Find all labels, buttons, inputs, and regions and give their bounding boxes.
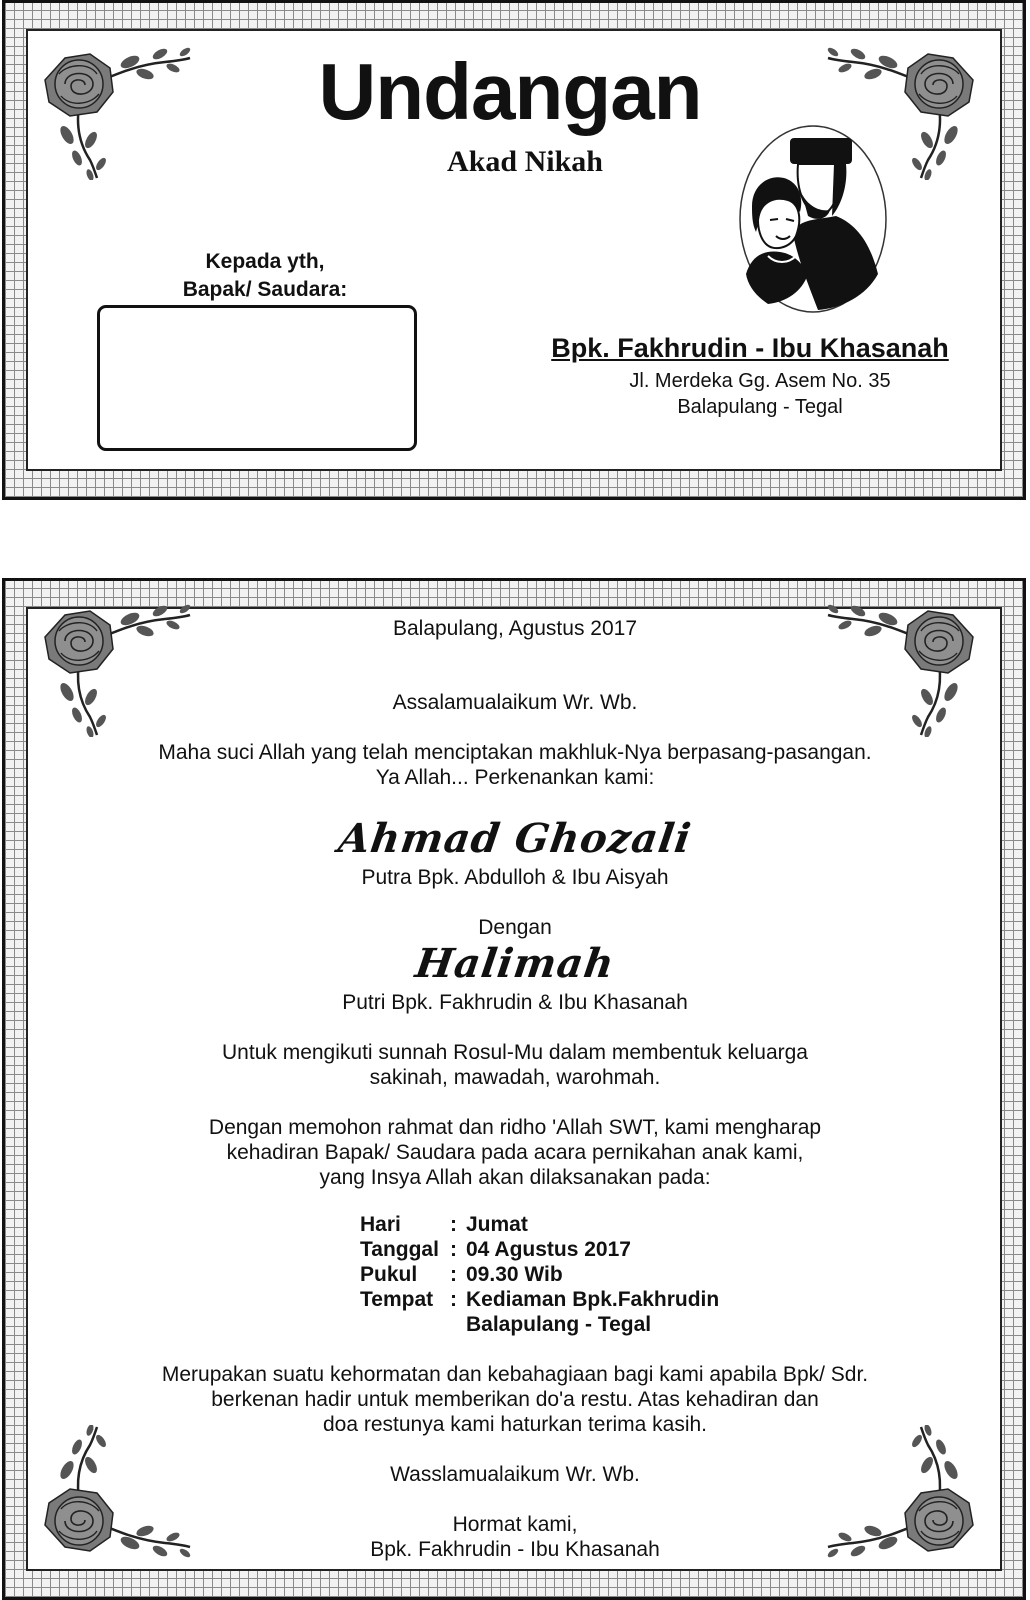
- detail-row-day: [360, 1212, 719, 1237]
- purpose-line1: Untuk mengikuti sunnah Rosul-Mu dalam membentuk keluarga: [222, 1041, 808, 1064]
- groom-parents: Putra Bpk. Abdulloh & Ibu Aisyah: [361, 866, 669, 889]
- place-date: Balapulang, Agustus 2017: [392, 617, 638, 640]
- farewell: Wasslamualaikum Wr. Wb.: [390, 1463, 640, 1486]
- request-line2: kehadiran Bapak/ Saudara pada acara pernikahan anak kami,: [226, 1141, 804, 1164]
- intro-line1: Maha suci Allah yang telah menciptakan makhluk-Nya berpasang-pasangan.: [158, 741, 872, 764]
- closing-line1: Merupakan suatu kehormatan dan kebahagiaan bagi kami apabila Bpk/ Sdr.: [161, 1363, 869, 1386]
- regards: Hormat kami,: [452, 1513, 578, 1536]
- detail-value: Balapulang - Tegal: [466, 1313, 652, 1336]
- detail-label: Pukul: [360, 1263, 418, 1286]
- detail-value: 04 Agustus 2017: [466, 1238, 631, 1261]
- floral-corner-top-left-icon: [35, 40, 195, 180]
- detail-row-date: [360, 1237, 719, 1262]
- detail-separator: :: [450, 1238, 457, 1261]
- detail-value: 09.30 Wib: [466, 1263, 563, 1286]
- detail-value: Jumat: [466, 1213, 528, 1236]
- connector-with: Dengan: [478, 916, 552, 939]
- bride-name: Halimah: [412, 940, 618, 987]
- purpose-line2: sakinah, mawadah, warohmah.: [369, 1066, 661, 1089]
- sender-address: [540, 368, 980, 420]
- sender-name: Bpk. Fakhrudin - Ibu Khasanah: [551, 333, 949, 363]
- request-line3: yang Insya Allah akan dilaksanakan pada:: [319, 1166, 711, 1189]
- sender-address-line1: Jl. Merdeka Gg. Asem No. 35: [629, 370, 891, 392]
- greeting: Assalamualaikum Wr. Wb.: [392, 691, 638, 714]
- detail-row-place: [360, 1287, 719, 1312]
- groom-name: Ahmad Ghozali: [335, 815, 695, 862]
- sender-address-line2: Balapulang - Tegal: [677, 396, 843, 418]
- detail-value: Kediaman Bpk.Fakhrudin: [466, 1288, 720, 1311]
- signature: Bpk. Fakhrudin - Ibu Khasanah: [370, 1538, 660, 1561]
- recipient-label-line1: Kepada yth,: [205, 250, 325, 273]
- couple-illustration-icon: [738, 124, 888, 314]
- detail-separator: :: [450, 1263, 457, 1286]
- event-details: [360, 1212, 719, 1337]
- request-line1: Dengan memohon rahmat dan ridho 'Allah SWT, kami mengharap: [208, 1116, 822, 1139]
- intro-line2: Ya Allah... Perkenankan kami:: [375, 766, 655, 789]
- recipient-label-line2: Bapak/ Saudara:: [182, 278, 348, 301]
- detail-separator: :: [450, 1288, 457, 1311]
- detail-separator: :: [450, 1213, 457, 1236]
- bride-parents: Putri Bpk. Fakhrudin & Ibu Khasanah: [342, 991, 688, 1014]
- detail-label: Tanggal: [360, 1238, 439, 1261]
- closing-line2: berkenan hadir untuk memberikan do'a restu. Atas kehadiran dan: [211, 1388, 819, 1411]
- invitation-title: Undangan: [318, 47, 702, 136]
- detail-label: Hari: [360, 1213, 401, 1236]
- detail-label: Tempat: [360, 1288, 434, 1311]
- recipient-label: [130, 248, 400, 304]
- invitation-subtitle: Akad Nikah: [447, 145, 603, 178]
- detail-row-place-cont: [360, 1312, 719, 1337]
- detail-row-time: [360, 1262, 719, 1287]
- recipient-address-box: [97, 305, 417, 451]
- closing-line3: doa restunya kami haturkan terima kasih.: [322, 1413, 708, 1436]
